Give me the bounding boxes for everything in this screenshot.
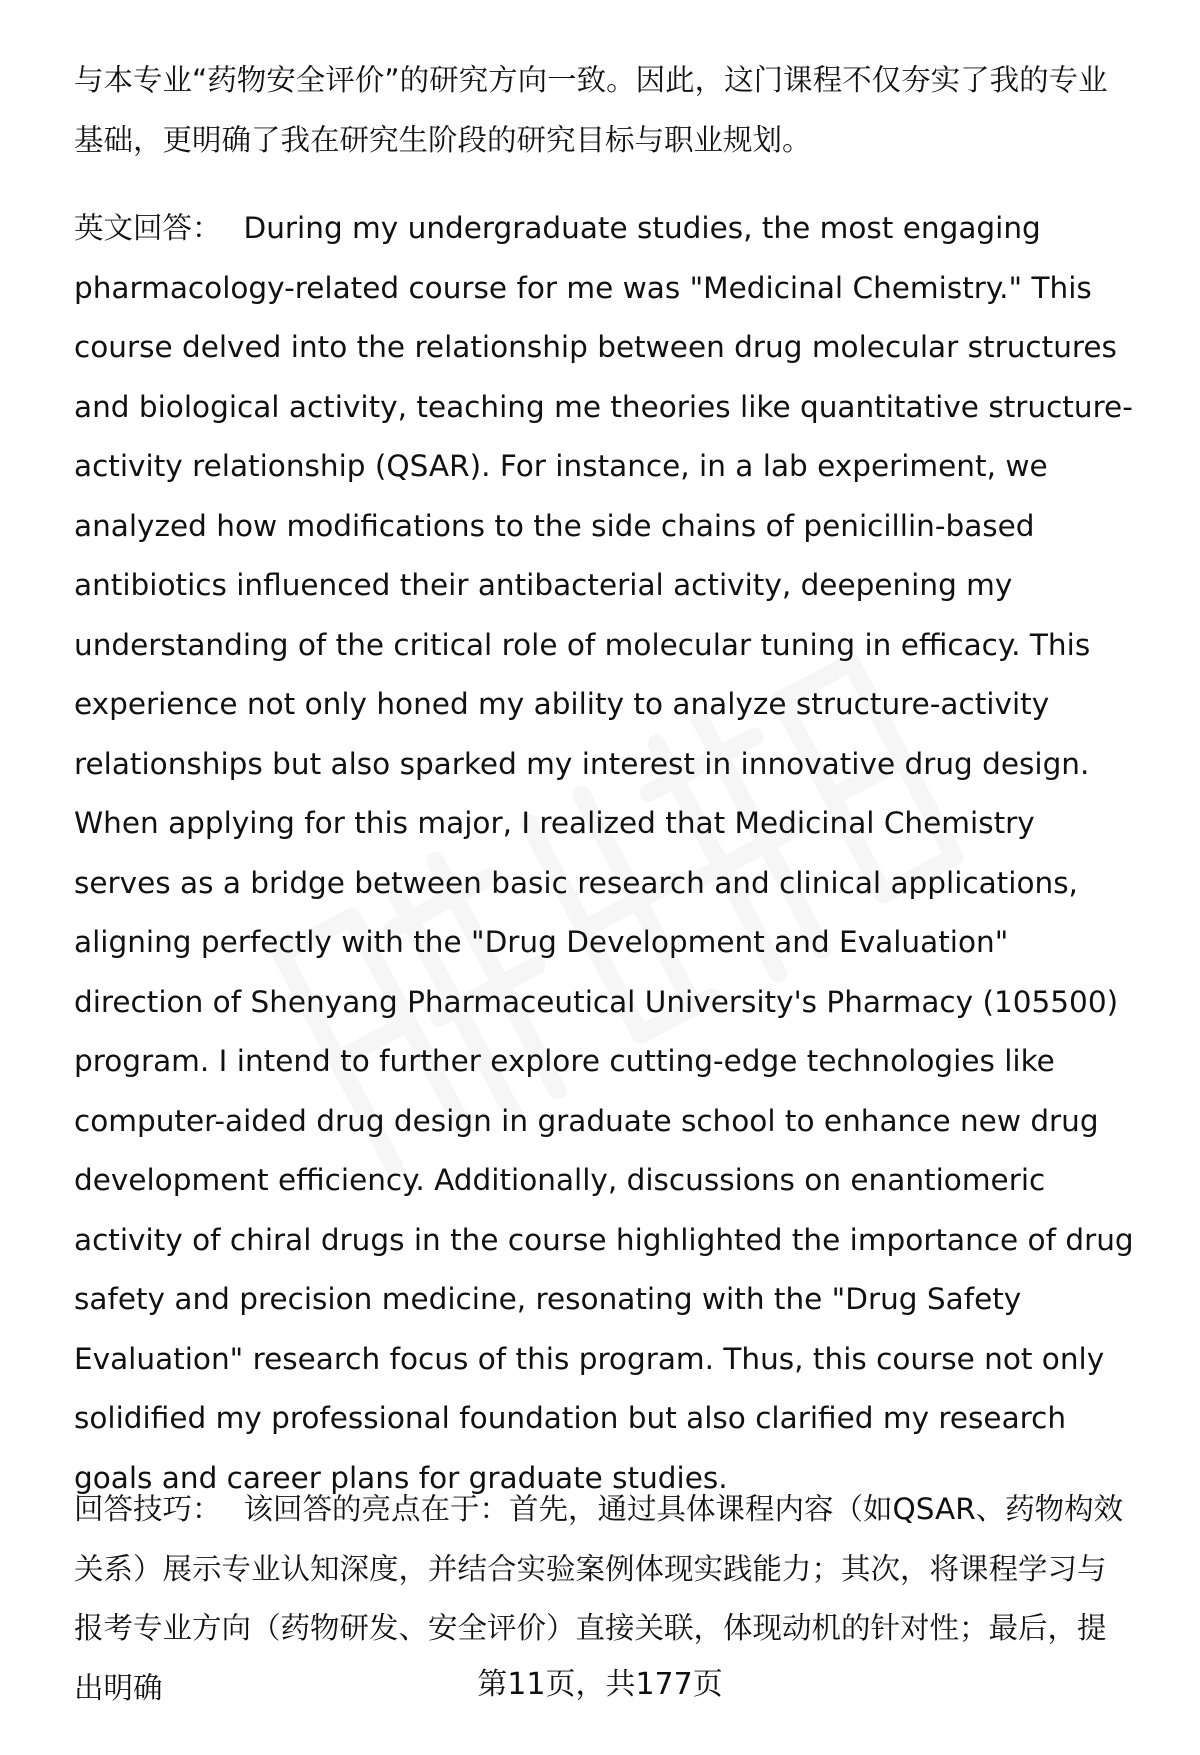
english-answer-text: During my undergraduate studies, the most engaging pharmacology-related course for me was "Medicinal Chemistry." This course delved into the relationship between drug molecular structures and biological activity, teaching me theories like quantitative structure-activity relationship (QSAR). For instance, in a lab experiment, we analyzed how modifications to the side chains of penicillin-based antibiotics influenced their antibacterial activity, deepening my understanding of the critical role of molecular tuning in efficacy. This experience not only honed my ability to analyze structure-activity relationships but also sparked my interest in innovative drug design. When applying for this major, I realized that Medicinal Chemistry serves as a bridge between basic research and clinical applications, aligning perfectly with the "Drug Development and Evaluation" direction of Shenyang Pharmaceutical University's Pharmacy (105500) program. I intend to further explore cutting-edge technologies like computer-aided drug design in graduate school to enhance new drug development efficiency. Additionally, discussions on enantiomeric activity of chiral drugs in the course highlighted the importance of drug safety and precision medicine, resonating with the "Drug Safety Evaluation" research focus of this program. Thus, this course not only solidified my professional foundation but also clarified my research goals and career plans for graduate studies. <box>74 211 1134 1495</box>
page-number: 第11页，共177页 <box>477 1667 723 1702</box>
paragraph-previous <box>74 51 1134 170</box>
answer-tips-label: 回答技巧： <box>74 1492 222 1526</box>
page-footer <box>0 1664 1200 1706</box>
english-answer-label: 英文回答： <box>74 211 222 245</box>
paragraph-english-answer <box>74 199 1134 1508</box>
paragraph-previous-text: 与本专业“药物安全评价”的研究方向一致。因此，这门课程不仅夯实了我的专业基础，更明确了我在研究生阶段的研究目标与职业规划。 <box>74 63 1108 157</box>
answer-tips-text: 该回答的亮点在于：首先，通过具体课程内容（如QSAR、药物构效关系）展示专业认知深度，并结合实验案例体现实践能力；其次，将课程学习与报考专业方向（药物研发、安全评价）直接关联，体现动机的针对性；最后，提出明确 <box>74 1492 1124 1705</box>
